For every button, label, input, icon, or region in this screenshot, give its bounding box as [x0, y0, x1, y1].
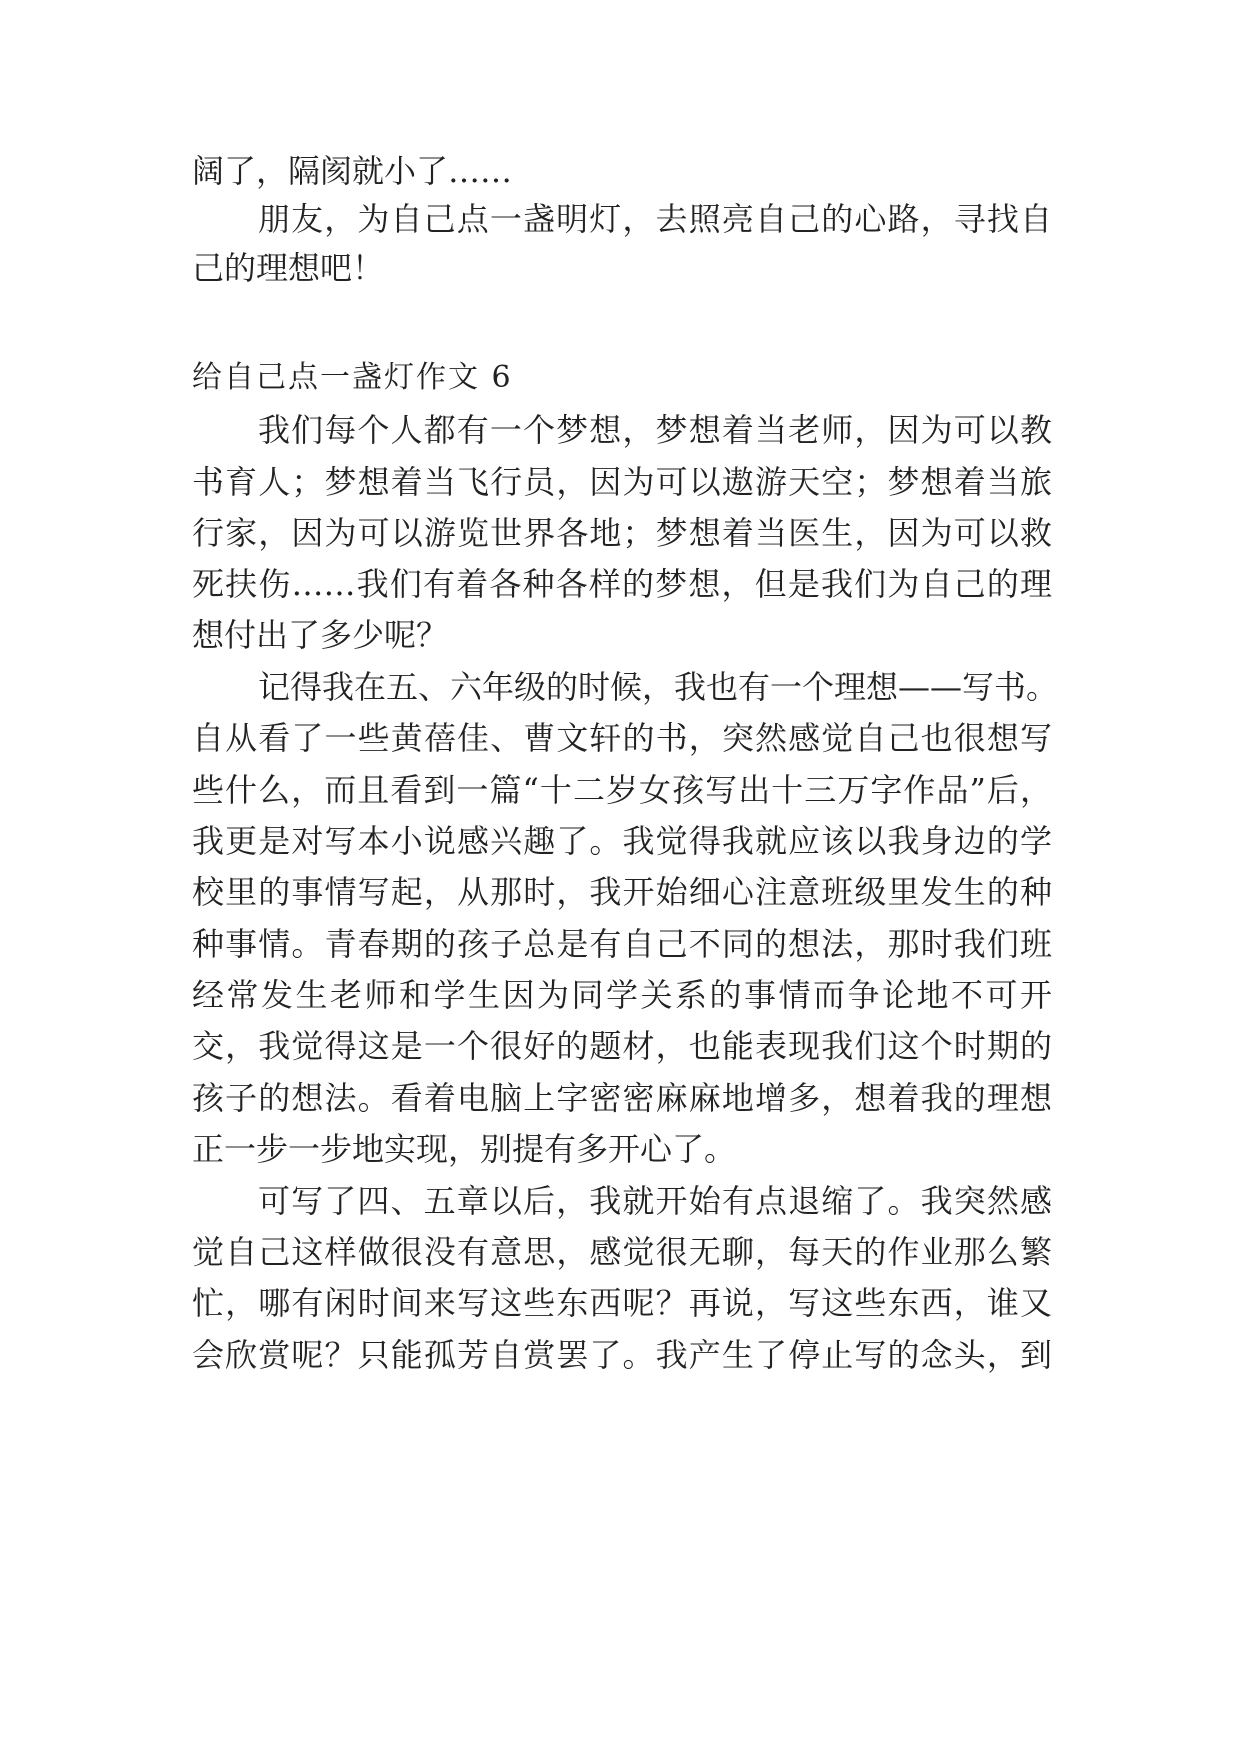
paragraph-line: 交，我觉得这是一个很好的题材，也能表现我们这个时期的: [192, 1027, 1052, 1065]
paragraph-line: 我们每个人都有一个梦想，梦想着当老师，因为可以教: [258, 411, 1052, 449]
paragraph-line: 行家，因为可以游览世界各地；梦想着当医生，因为可以救: [192, 514, 1052, 552]
paragraph-line: 己的理想吧！: [192, 249, 385, 287]
paragraph-line: 校里的事情写起，从那时，我开始细心注意班级里发生的种: [192, 873, 1052, 911]
paragraph-line: 孩子的想法。看着电脑上字密密麻麻地增多，想着我的理想: [192, 1079, 1052, 1117]
paragraph-line: 自从看了一些黄蓓佳、曹文轩的书，突然感觉自己也很想写: [192, 719, 1052, 757]
paragraph-line: 记得我在五、六年级的时候，我也有一个理想——写书。: [258, 668, 1059, 706]
paragraph-line: 阔了，隔阂就小了……: [192, 152, 513, 190]
paragraph-line: 忙，哪有闲时间来写这些东西呢？再说，写这些东西，谁又: [192, 1284, 1052, 1322]
paragraph-line: 可写了四、五章以后，我就开始有点退缩了。我突然感: [258, 1182, 1052, 1220]
paragraph-line: 正一步一步地实现，别提有多开心了。: [192, 1130, 737, 1168]
section-title: 给自己点一盏灯作文 6: [192, 360, 513, 395]
paragraph-line: 会欣赏呢？只能孤芳自赏罢了。我产生了停止写的念头，到: [192, 1336, 1052, 1374]
paragraph-line: 书育人；梦想着当飞行员，因为可以遨游天空；梦想着当旅: [192, 463, 1052, 501]
paragraph-line: 朋友，为自己点一盏明灯，去照亮自己的心路，寻找自: [258, 200, 1052, 238]
paragraph-line: 死扶伤……我们有着各种各样的梦想，但是我们为自己的理: [192, 565, 1052, 603]
paragraph-line: 种事情。青春期的孩子总是有自己不同的想法，那时我们班: [192, 925, 1052, 963]
paragraph-line: 觉自己这样做很没有意思，感觉很无聊，每天的作业那么繁: [192, 1233, 1052, 1271]
paragraph-line: 我更是对写本小说感兴趣了。我觉得我就应该以我身边的学: [192, 822, 1052, 860]
paragraph-line: 经常发生老师和学生因为同学关系的事情而争论地不可开: [192, 976, 1052, 1014]
paragraph-line: 些什么，而且看到一篇“十二岁女孩写出十三万字作品”后，: [192, 771, 1052, 809]
paragraph-line: 想付出了多少呢？: [192, 616, 449, 654]
